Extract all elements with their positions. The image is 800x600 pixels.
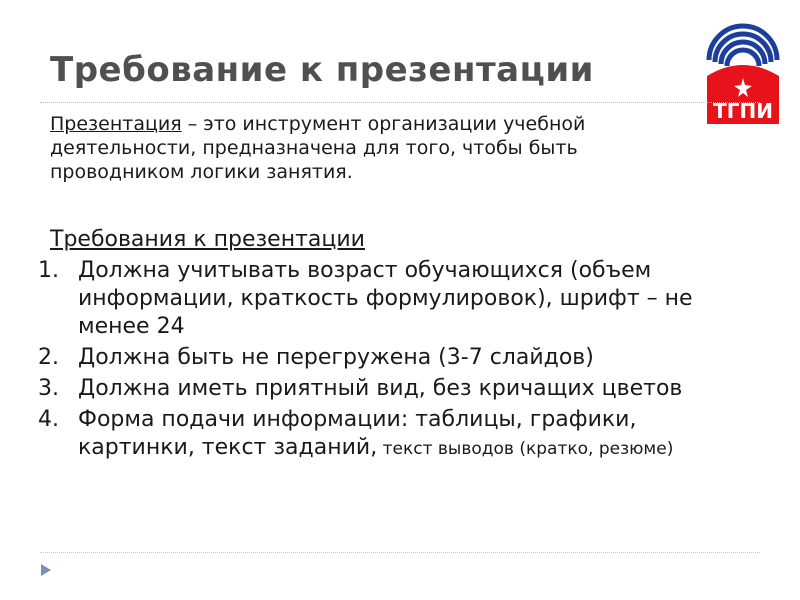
- list-text-small: текст выводов (кратко, резюме): [377, 439, 674, 459]
- play-icon[interactable]: [40, 563, 52, 577]
- logo-text: ТГПИ: [713, 99, 773, 123]
- title-divider: [40, 102, 760, 103]
- intro-term: Презентация: [50, 113, 182, 135]
- requirements-list: [38, 257, 728, 466]
- list-item: [38, 344, 728, 372]
- requirements-heading: Требования к презентации: [50, 227, 365, 252]
- intro-paragraph: [50, 112, 710, 184]
- list-number: 3.: [38, 376, 59, 401]
- slide-title: Требование к презентации: [50, 50, 594, 90]
- intro-text: – это инструмент организации учебной деятельности, предназначена для того, чтобы быть проводником логики занятия.: [50, 113, 586, 183]
- list-number: 4.: [38, 407, 59, 432]
- list-number: 1.: [38, 258, 59, 283]
- list-item: [38, 257, 728, 341]
- list-text: Форма подачи информации: таблицы, графики, картинки, текст заданий,: [78, 407, 637, 460]
- list-text: Должна учитывать возраст обучающихся (объем информации, краткость формулировок), шрифт – не менее 24: [78, 258, 693, 339]
- list-number: 2.: [38, 345, 59, 370]
- footer-divider: [40, 552, 760, 553]
- tgpi-logo: [703, 14, 783, 126]
- list-item: [38, 375, 728, 403]
- list-item: [38, 406, 728, 463]
- list-text: Должна быть не перегружена (3-7 слайдов): [78, 345, 594, 370]
- list-text: Должна иметь приятный вид, без кричащих цветов: [78, 376, 683, 401]
